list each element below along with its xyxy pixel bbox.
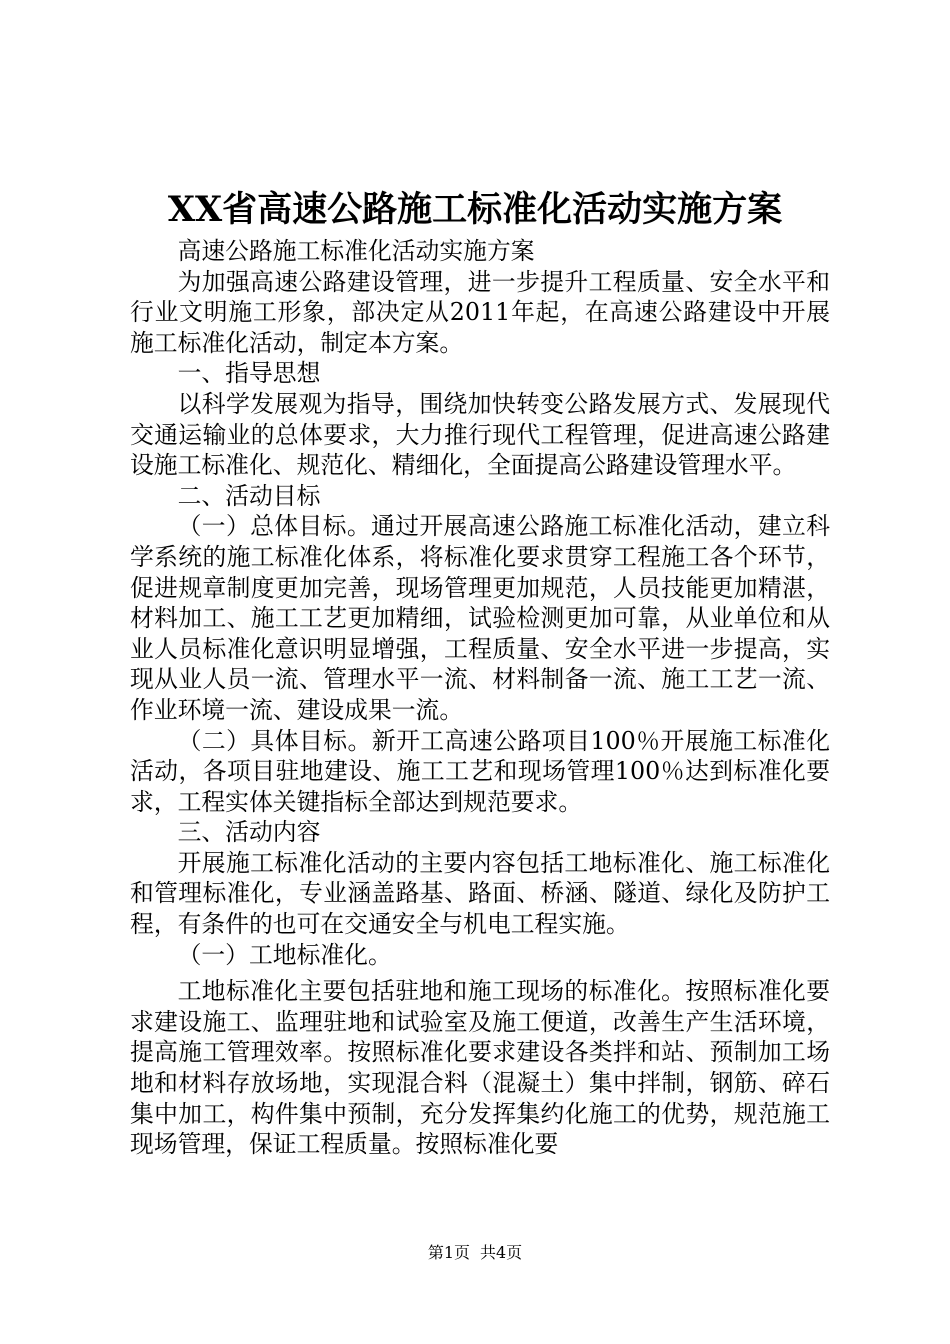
overall-goal-paragraph: （一）总体目标。通过开展高速公路施工标准化活动，建立科学系统的施工标准化体系，将标准化要求贯穿工程施工各个环节，促进规章制度更加完善，现场管理更加规范，人员技能更加精湛，材料加工、施工工艺更加精细，试验检测更加可靠，从业单位和从业人员标准化意识明显增强，工程质量、安全水平进一步提高，实现从业人员一流、管理水平一流、材料制备一流、施工工艺一流、作业环境一流、建设成果一流。	[130, 512, 830, 724]
activity-content-paragraph: 开展施工标准化活动的主要内容包括工地标准化、施工标准化和管理标准化，专业涵盖路基、路面、桥涵、隧道、绿化及防护工程，有条件的也可在交通安全与机电工程实施。	[130, 848, 830, 939]
page-footer	[0, 1241, 950, 1265]
section-heading-activity-goals: 二、活动目标	[177, 481, 321, 510]
document-body	[130, 236, 830, 1160]
document-title: XX省高速公路施工标准化活动实施方案	[167, 189, 783, 230]
guiding-thought-paragraph: 以科学发展观为指导，围绕加快转变公路发展方式、发展现代交通运输业的总体要求，大力推行现代工程管理，促进高速公路建设施工标准化、规范化、精细化，全面提高公路建设管理水平。	[130, 389, 830, 480]
subtitle-paragraph: 高速公路施工标准化活动实施方案	[177, 237, 535, 265]
site-standardization-paragraph: 工地标准化主要包括驻地和施工现场的标准化。按照标准化要求建设施工、监理驻地和试验室及施工便道，改善生产生活环境，提高施工管理效率。按照标准化要求建设各类拌和站、预制加工场地和材料存放场地，实现混合料（混凝土）集中拌制，钢筋、碎石集中加工，构件集中预制，充分发挥集约化施工的优势，规范施工现场管理，保证工程质量。按照标准化要	[130, 977, 830, 1159]
section-heading-activity-content: 三、活动内容	[177, 818, 321, 847]
section-heading-guiding-thought: 一、指导思想	[177, 359, 321, 388]
subsection-heading-site-standardization: （一）工地标准化。	[177, 940, 392, 969]
intro-paragraph: 为加强高速公路建设管理，进一步提升工程质量、安全水平和行业文明施工形象，部决定从2011年起，在高速公路建设中开展施工标准化活动，制定本方案。	[130, 267, 830, 357]
page-total: 共4页	[480, 1243, 523, 1262]
specific-goal-paragraph: （二）具体目标。新开工高速公路项目100％开展施工标准化活动，各项目驻地建设、施工工艺和现场管理100％达到标准化要求，工程实体关键指标全部达到规范要求。	[130, 726, 830, 816]
page-number: 第1页	[427, 1243, 470, 1262]
